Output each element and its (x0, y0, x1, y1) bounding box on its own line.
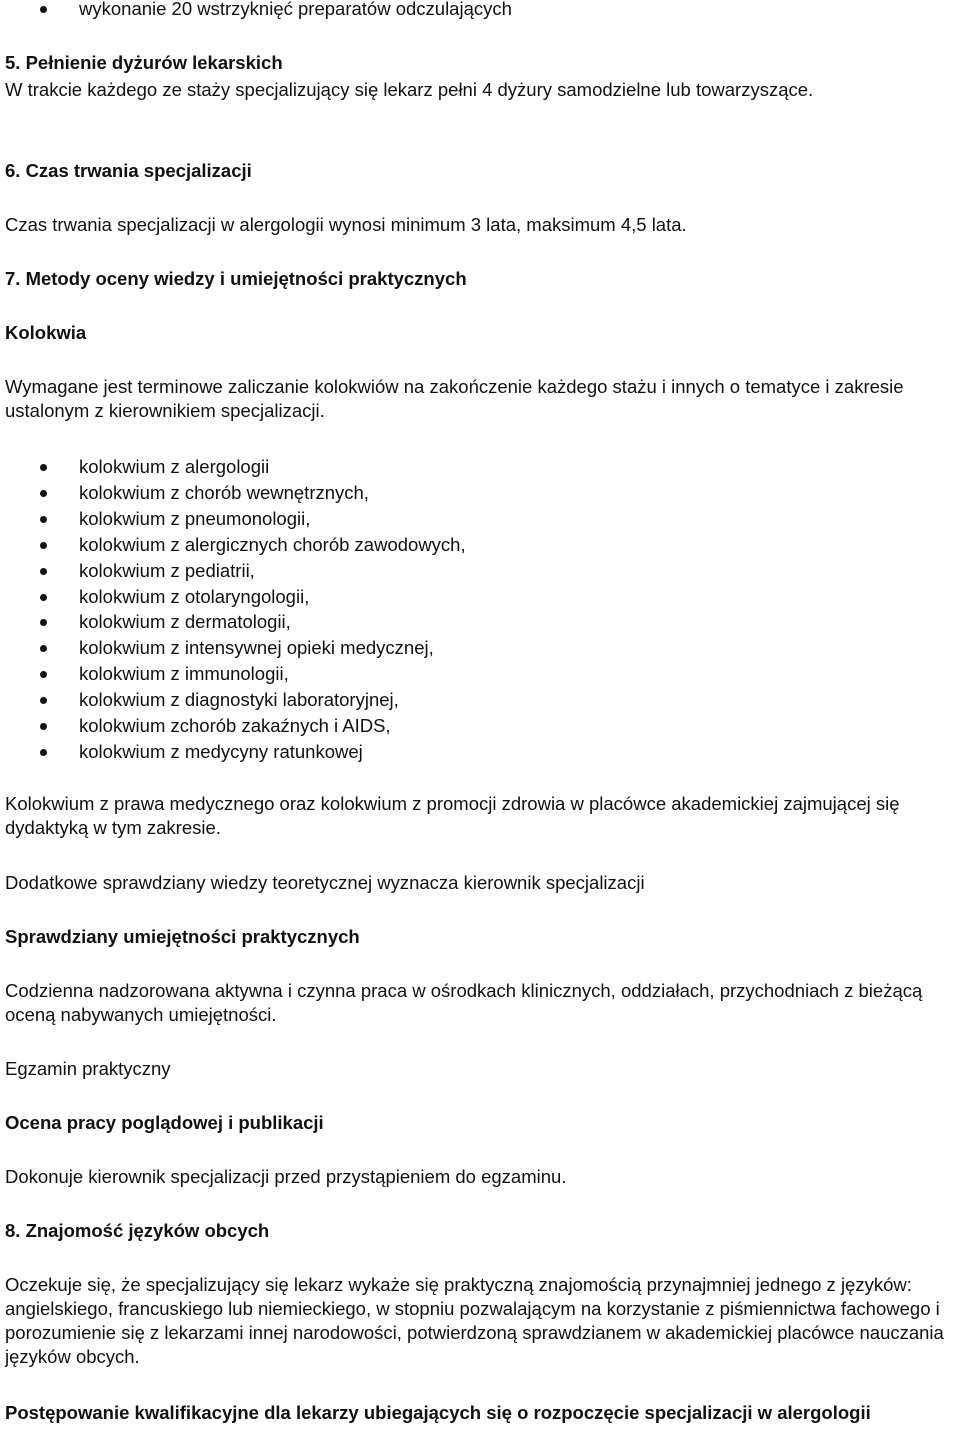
list-item-text: kolokwium z otolaryngologii, (79, 585, 310, 607)
subheading-sprawdziany: Sprawdziany umiejętności praktycznych (5, 926, 360, 947)
list-item-text: kolokwium z pediatrii, (79, 559, 255, 581)
section-heading: 6. Czas trwania specjalizacji (5, 160, 252, 181)
list-item-text: kolokwium z alergologii (79, 456, 270, 477)
section-heading: Postępowanie kwalifikacyjne dla lekarzy ubiegających się o rozpoczęcie specjalizacji w alergologii (5, 1402, 871, 1423)
paragraph: Codzienna nadzorowana aktywna i czynna praca w ośrodkach klinicznych, oddziałach, przychodniach z bieżącą oceną nabywanych umiejętności. (5, 980, 923, 1025)
section-heading: 7. Metody oceny wiedzy i umiejętności praktycznych (5, 268, 467, 289)
list-item-text: kolokwium z medycyny ratunkowej (79, 740, 363, 762)
paragraph: W trakcie każdego ze staży specjalizujący się lekarz pełni 4 dyżury samodzielne lub towarzyszące. (5, 79, 814, 100)
bullet-icon (40, 671, 47, 678)
bullet-icon (40, 516, 47, 523)
bullet-icon (40, 645, 47, 652)
bullet-icon (40, 749, 47, 756)
subheading-kolokwia: Kolokwia (5, 322, 87, 343)
list-item-text: kolokwium z pneumonologii, (79, 507, 311, 529)
subheading-ocena: Ocena pracy poglądowej i publikacji (5, 1112, 324, 1133)
paragraph: Wymagane jest terminowe zaliczanie kolokwiów na zakończenie każdego stażu i innych o tematyce i zakresie ustalonym z kierownikiem specjalizacji. (5, 376, 904, 421)
list-item-text: kolokwium zchorób zakaźnych i AIDS, (79, 715, 391, 736)
list-item-text: kolokwium z diagnostyki laboratoryjnej, (79, 689, 399, 711)
paragraph: Czas trwania specjalizacji w alergologii wynosi minimum 3 lata, maksimum 4,5 lata. (5, 214, 687, 235)
list-item-text: kolokwium z alergicznych chorób zawodowych, (79, 533, 466, 555)
list-item-text: wykonanie 20 wstrzyknięć preparatów odczulających (79, 0, 512, 19)
bullet-icon (40, 619, 47, 626)
bullet-icon (40, 697, 47, 704)
bullet-icon (40, 490, 47, 497)
bullet-icon (40, 594, 47, 601)
paragraph: Dodatkowe sprawdziany wiedzy teoretycznej wyznacza kierownik specjalizacji (5, 872, 645, 893)
list-item-text: kolokwium z immunologii, (79, 663, 289, 685)
paragraph: Dokonuje kierownik specjalizacji przed przystąpieniem do egzaminu. (5, 1166, 567, 1187)
bullet-icon (40, 723, 47, 730)
paragraph: Kolokwium z prawa medycznego oraz kolokwium z promocji zdrowia w placówce akademickiej zajmującej się dydaktyką w tym zakresie. (5, 793, 900, 838)
section-heading: 5. Pełnienie dyżurów lekarskich (5, 52, 283, 73)
list-item-text: kolokwium z intensywnej opieki medycznej, (79, 637, 434, 659)
list-item-text: kolokwium z chorób wewnętrznych, (79, 481, 369, 503)
bullet-icon (40, 464, 47, 471)
paragraph: Egzamin praktyczny (5, 1058, 171, 1079)
section-heading: 8. Znajomość języków obcych (5, 1220, 270, 1241)
bullet-icon (40, 568, 47, 575)
bullet-icon (40, 6, 47, 13)
list-item-text: kolokwium z dermatologii, (79, 611, 291, 633)
bullet-icon (40, 542, 47, 549)
paragraph: Oczekuje się, że specjalizujący się lekarz wykaże się praktyczną znajomością przynajmniej jednego z języków: angielskiego, francuskiego lub niemieckiego, w stopniu pozwalającym na korzystanie z piśmiennictwa fachowego i porozumienie się z lekarzami innej narodowości, potwierdzoną sprawdzianem w akademickiej placówce nauczania języków obcych. (5, 1274, 944, 1367)
